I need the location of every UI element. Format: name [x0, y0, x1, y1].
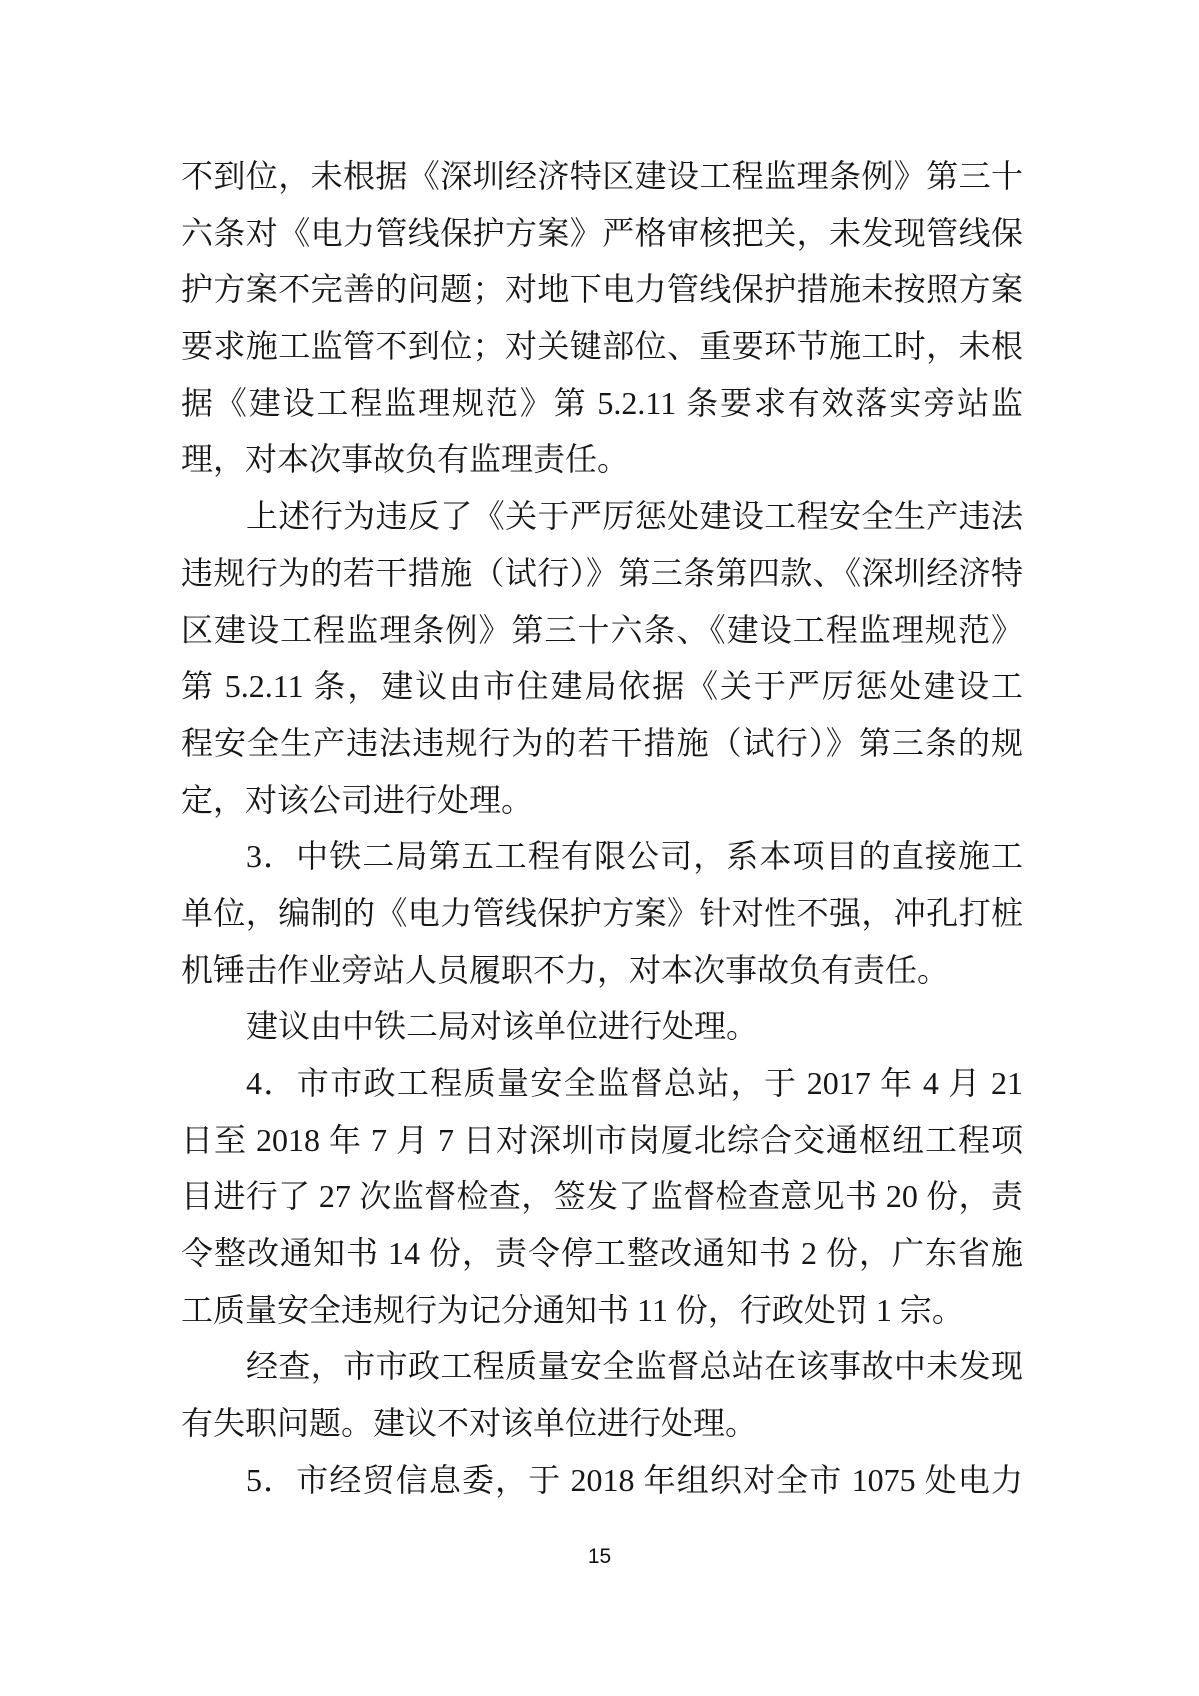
text-line: 日至 2018 年 7 月 7 日对深圳市岗厦北综合交通枢纽工程项	[181, 1121, 1023, 1158]
text-line: 上述行为违反了《关于严厉惩处建设工程安全生产违法	[246, 498, 1023, 535]
text-line: 第 5.2.11 条，建议由市住建局依据《关于严厉惩处建设工	[181, 668, 1023, 705]
text-line: 违规行为的若干措施（试行）》第三条第四款、《深圳经济特	[181, 554, 1023, 591]
text-line: 有失职问题。建议不对该单位进行处理。	[181, 1405, 758, 1442]
page-footer	[0, 1545, 1199, 1569]
text-line: 3．中铁二局第五工程有限公司，系本项目的直接施工	[246, 838, 1023, 875]
text-line: 要求施工监管不到位；对关键部位、重要环节施工时，未根	[181, 328, 1023, 365]
text-line: 理，对本次事故负有监理责任。	[181, 441, 630, 478]
text-line: 不到位，未根据《深圳经济特区建设工程监理条例》第三十	[181, 158, 1023, 194]
text-line: 程安全生产违法违规行为的若干措施（试行）》第三条的规	[181, 724, 1023, 761]
text-line: 护方案不完善的问题；对地下电力管线保护措施未按照方案	[181, 271, 1023, 308]
text-line: 定，对该公司进行处理。	[181, 781, 534, 818]
text-line: 工质量安全违规行为记分通知书 11 份，行政处罚 1 宗。	[181, 1291, 964, 1328]
text-line: 区建设工程监理条例》第三十六条、《建设工程监理规范》	[181, 611, 1023, 648]
text-line: 建议由中铁二局对该单位进行处理。	[246, 1008, 759, 1045]
page-number: 15	[587, 1545, 612, 1568]
text-line: 据《建设工程监理规范》第 5.2.11 条要求有效落实旁站监	[181, 384, 1023, 421]
text-line: 目进行了 27 次监督检查，签发了监督检查意见书 20 份，责	[181, 1178, 1023, 1215]
text-line: 机锤击作业旁站人员履职不力，对本次事故负有责任。	[181, 951, 950, 988]
text-line: 六条对《电力管线保护方案》严格审核把关，未发现管线保	[181, 214, 1023, 251]
document-body	[181, 148, 1023, 1509]
text-line: 经查，市市政工程质量安全监督总站在该事故中未发现	[246, 1348, 1023, 1385]
text-line: 4．市市政工程质量安全监督总站，于 2017 年 4 月 21	[246, 1065, 1023, 1101]
text-line: 令整改通知书 14 份，责令停工整改通知书 2 份，广东省施	[181, 1235, 1023, 1272]
text-line: 5．市经贸信息委，于 2018 年组织对全市 1075 处电力	[246, 1461, 1023, 1498]
text-line: 单位，编制的《电力管线保护方案》针对性不强，冲孔打桩	[181, 894, 1023, 931]
